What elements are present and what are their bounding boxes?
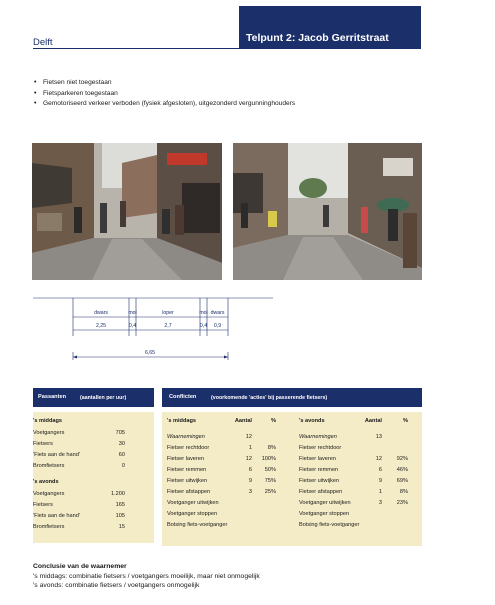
profile-segment-label: dwars <box>94 310 108 316</box>
passanten-subtitle: (aantallen per uur) <box>80 395 127 401</box>
conflicten-panel <box>162 412 422 546</box>
passanten-row-value: 165 <box>115 502 125 508</box>
list-item: • Fietsen niet toegestaan <box>34 78 295 89</box>
conflicten-count-header: Aantal <box>364 418 382 424</box>
passanten-row-label: Voetgangers <box>33 491 65 497</box>
conflicten-row-pct: 23% <box>396 500 408 506</box>
passanten-title: Passanten <box>38 394 66 400</box>
conflicten-row-label: Fietser uitwijken <box>299 478 340 484</box>
rules-list <box>34 78 295 110</box>
conclusion-block <box>33 562 260 591</box>
profile-width-label: 2,7 <box>164 323 172 329</box>
conflicten-row-pct: 100% <box>261 456 276 462</box>
conflicten-row-label: Voetganger uitwijken <box>167 500 219 506</box>
conflicten-row-label: Fietser rechtdoor <box>167 445 210 451</box>
conflicten-row-pct: 25% <box>264 489 276 495</box>
list-item: • Gemotoriseerd verkeer verboden (fysiek afgesloten), uitgezonderd vergunninghouders <box>34 99 295 110</box>
profile-width-label: 2,25 <box>95 323 107 329</box>
conflicten-row-label: Fietser laveren <box>167 456 204 462</box>
conflicten-row-count: 1 <box>248 445 252 451</box>
conclusion-line: 's middags: combinatie fietsers / voetgangers moeilijk, maar niet onmogelijk <box>33 572 260 580</box>
passanten-row-value: 0 <box>121 463 125 469</box>
conflicten-row-count: 12 <box>375 456 382 462</box>
conflicten-row-count: 1 <box>378 489 382 495</box>
conflicten-row-pct: 69% <box>396 478 408 484</box>
conflicten-count-header: Aantal <box>234 418 252 424</box>
conflicten-row-pct: 8% <box>399 489 408 495</box>
conflicten-row-label: Fietser laveren <box>299 456 336 462</box>
passanten-row-label: Bromfietsers <box>33 524 65 530</box>
passanten-midday-label: 's middags <box>33 418 62 424</box>
conflicten-evening-label: 's avonds <box>299 418 325 424</box>
city-label: Delft <box>33 37 53 48</box>
conflicten-row-label: Waarnemingen <box>299 434 337 440</box>
conflicten-pct-header: % <box>271 418 276 424</box>
conclusion-line: 's avonds: combinatie fietsers / voetgangers onmogelijk <box>33 582 200 589</box>
conflicten-row-count: 6 <box>248 467 252 473</box>
street-photo-evening <box>233 143 422 280</box>
profile-width-label: 0,4 <box>199 323 208 329</box>
passanten-row-label: Voetgangers <box>33 430 65 436</box>
conflicten-row-count: 12 <box>245 434 252 440</box>
conflicten-row-count: 6 <box>378 467 382 473</box>
conflicten-row-label: Voetganger stoppen <box>167 511 218 517</box>
conflicten-row-label: Voetganger stoppen <box>299 511 350 517</box>
passanten-row-value: 30 <box>118 441 125 447</box>
conflicten-row-label: Fietser uitwijken <box>167 478 208 484</box>
conflicten-row-count: 9 <box>378 478 382 484</box>
profile-width-label: 0,4 <box>128 323 137 329</box>
page-title: Telpunt 2: Jacob Gerritstraat <box>246 32 389 44</box>
conflicten-row-count: 13 <box>375 434 382 440</box>
profile-segment-label: dwars <box>210 310 225 316</box>
conflicten-row-label: Voetganger uitwijken <box>299 500 351 506</box>
passanten-row-label: 'Fiets aan de hand' <box>33 513 80 519</box>
conflicten-row-count: 9 <box>248 478 252 484</box>
passanten-evening-label: 's avonds <box>33 479 59 485</box>
profile-width-label: 0,9 <box>213 323 222 329</box>
conflicten-row-label: Fietser afstappen <box>299 489 343 495</box>
passanten-row-value: 705 <box>115 430 125 436</box>
passanten-row-label: Bromfietsers <box>33 463 65 469</box>
street-profile-diagram <box>33 286 283 366</box>
list-item: • Fietsparkeren toegestaan <box>34 89 295 100</box>
passanten-row-value: 1.200 <box>111 491 125 497</box>
conclusion-title: Conclusie van de waarnemer <box>33 563 127 570</box>
conflicten-row-count: 3 <box>378 500 382 506</box>
conflicten-row-count: 3 <box>248 489 252 495</box>
profile-segment-label: mol <box>128 310 137 316</box>
conflicten-row-pct: 8% <box>267 445 276 451</box>
street-photo-midday <box>32 143 222 280</box>
conflicten-row-label: Botsing fiets-voetganger <box>299 522 360 528</box>
passanten-row-value: 105 <box>115 513 125 519</box>
conflicten-subtitle: (voorkomende 'acties' bij passerende fietsers) <box>211 395 328 401</box>
conflicten-pct-header: % <box>403 418 408 424</box>
conflicten-midday-label: 's middags <box>167 418 196 424</box>
conflicten-row-label: Fietser rechtdoor <box>299 445 342 451</box>
conflicten-row-label: Waarnemingen <box>167 434 205 440</box>
header-rule <box>33 48 239 49</box>
conflicten-row-label: Fietser remmen <box>167 467 207 473</box>
conflicten-title: Conflicten <box>169 394 197 400</box>
passanten-row-label: Fietsers <box>33 502 53 508</box>
profile-segment-label: loper <box>162 310 174 316</box>
profile-segment-label: mol <box>199 310 208 316</box>
passanten-row-value: 60 <box>118 452 125 458</box>
conflicten-row-label: Fietser remmen <box>299 467 339 473</box>
conflicten-row-count: 12 <box>245 456 252 462</box>
conflicten-row-label: Botsing fiets-voetganger <box>167 522 228 528</box>
conflicten-row-pct: 75% <box>264 478 276 484</box>
passanten-panel <box>33 412 154 543</box>
conflicten-row-pct: 50% <box>264 467 276 473</box>
passanten-header <box>33 388 154 407</box>
passanten-row-value: 15 <box>118 524 125 530</box>
conflicten-row-label: Fietser afstappen <box>167 489 211 495</box>
passanten-row-label: Fietsers <box>33 441 53 447</box>
conflicten-header <box>162 388 422 407</box>
profile-total-label: 6,65 <box>144 350 156 356</box>
passanten-row-label: 'Fiets aan de hand' <box>33 452 80 458</box>
conflicten-row-pct: 92% <box>396 456 408 462</box>
conflicten-row-pct: 46% <box>396 467 408 473</box>
